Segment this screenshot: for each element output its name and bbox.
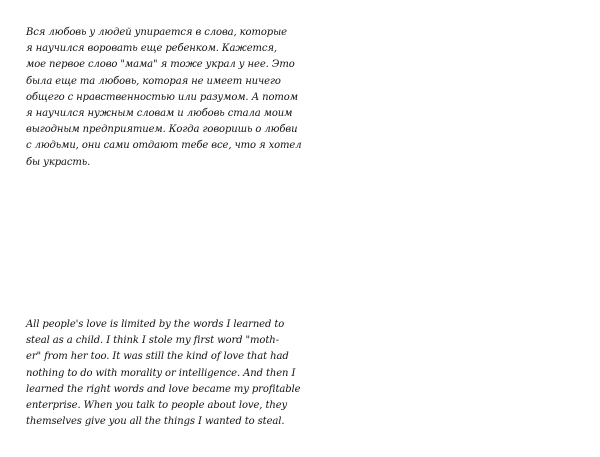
russian-line: я научился нужным словам и любовь стала моим (26, 108, 293, 120)
russian-line: выгодным предприятием. Когда говоришь о любви (26, 124, 298, 136)
russian-line: бы украсть. (26, 156, 91, 168)
english-line: er" from her too. It was still the kind of love that had (26, 351, 289, 363)
russian-line: Вся любовь у людей упирается в слова, которые (26, 27, 287, 38)
english-line: themselves give you all the things I wanted to steal. (26, 416, 285, 428)
english-line: enterprise. When you talk to people about love, they (26, 400, 288, 412)
english-line: steal as a child. I think I stole my first word "moth- (26, 335, 279, 347)
russian-line: мое первое слово "мама" я тоже украл у нее. Это (26, 59, 295, 71)
russian-line: была еще та любовь, которая не имеет ничего (26, 75, 281, 87)
english-line: All people's love is limited by the words I learned to (26, 319, 285, 330)
russian-line: с людьми, они сами отдают тебе все, что я хотел (26, 140, 302, 152)
english-paragraph (26, 317, 300, 430)
russian-line: общего с нравственностью или разумом. А потом (26, 91, 298, 103)
russian-paragraph (26, 25, 302, 171)
russian-line: я научился воровать еще ребенком. Кажется, (26, 43, 277, 55)
english-line: learned the right words and love became my profitable (26, 383, 301, 395)
english-line: nothing to do with morality or intelligence. And then I (26, 367, 296, 379)
